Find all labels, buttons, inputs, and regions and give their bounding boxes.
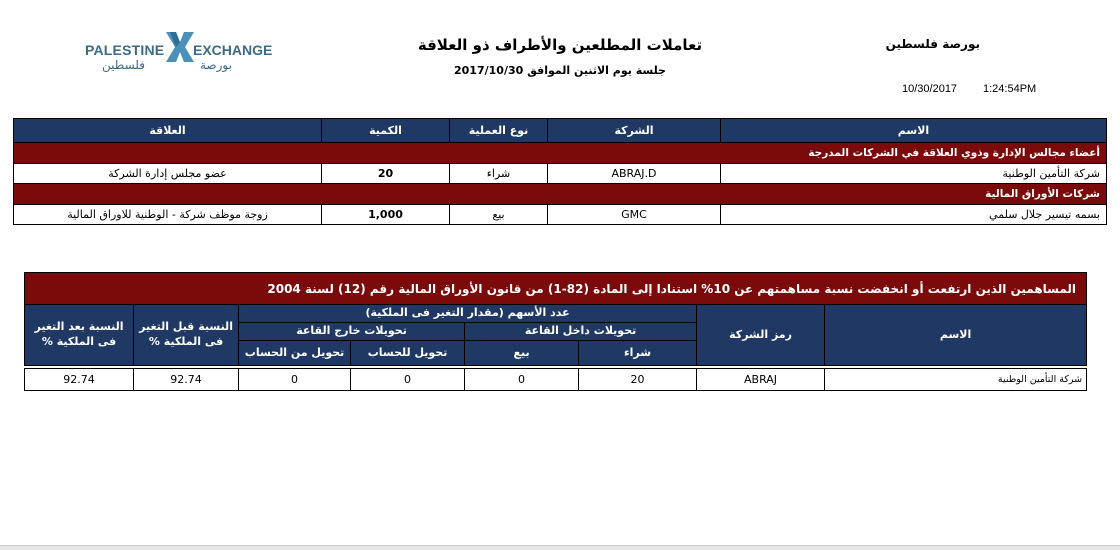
cell-symbol: ABRAJ bbox=[697, 369, 825, 391]
col-header-symbol: رمز الشركة bbox=[697, 305, 825, 366]
col-header-quantity: الكمية bbox=[322, 119, 450, 143]
shareholders-change-table bbox=[24, 272, 1087, 391]
col-header-outside: تحويلات خارج القاعة bbox=[239, 323, 465, 341]
logo-arabic-left: فلسطين bbox=[102, 58, 146, 72]
logo-text-left: PALESTINE bbox=[85, 42, 165, 58]
col-header-sell: بيع bbox=[465, 341, 579, 366]
cell-from-account: 0 bbox=[239, 369, 351, 391]
col-header-inside: تحويلات داخل القاعة bbox=[465, 323, 697, 341]
report-title: تعاملات المطلعين والأطراف ذو العلاقة bbox=[417, 36, 703, 54]
table-header-row bbox=[25, 305, 1087, 323]
cell-quantity: 1,000 bbox=[322, 205, 450, 225]
col-header-buy: شراء bbox=[579, 341, 697, 366]
cell-name: شركة التأمين الوطنية bbox=[825, 369, 1087, 391]
logo-arabic-right: بورصة bbox=[200, 58, 232, 72]
page-bottom-border bbox=[0, 545, 1120, 550]
section-title: أعضاء مجالس الإدارة وذوي العلاقة في الشركات المدرجة bbox=[14, 143, 1107, 164]
cell-after-pct: 92.74 bbox=[25, 369, 134, 391]
cell-company: ABRAJ.D bbox=[548, 164, 721, 184]
cell-to-account: 0 bbox=[351, 369, 465, 391]
cell-operation: بيع bbox=[450, 205, 548, 225]
report-subtitle: جلسة يوم الاثنين الموافق 2017/10/30 bbox=[454, 64, 666, 77]
cell-company: GMC bbox=[548, 205, 721, 225]
col-header-operation: نوع العملية bbox=[450, 119, 548, 143]
cell-name: بسمه تيسير جلال سلمي bbox=[721, 205, 1107, 225]
col-header-shares-group: عدد الأسهم (مقدار التغير فى الملكية) bbox=[239, 305, 697, 323]
table-row bbox=[25, 369, 1087, 391]
col-header-from-account: تحويل من الحساب bbox=[239, 341, 351, 366]
section-row bbox=[14, 184, 1107, 205]
table-header-row bbox=[14, 119, 1107, 143]
col-header-name: الاسم bbox=[825, 305, 1087, 366]
section-row bbox=[14, 143, 1107, 164]
cell-relation: زوجة موظف شركة - الوطنية للاوراق المالية bbox=[14, 205, 322, 225]
cell-before-pct: 92.74 bbox=[134, 369, 239, 391]
cell-operation: شراء bbox=[450, 164, 548, 184]
logo-text-right: EXCHANGE bbox=[193, 42, 273, 58]
col-header-to-account: تحويل للحساب bbox=[351, 341, 465, 366]
table-row bbox=[14, 205, 1107, 225]
report-time: 1:24:54PM bbox=[983, 83, 1037, 95]
col-header-company: الشركة bbox=[548, 119, 721, 143]
cell-buy: 20 bbox=[579, 369, 697, 391]
exchange-name: بورصة فلسطين bbox=[885, 37, 980, 51]
table-row bbox=[14, 164, 1107, 184]
report-header bbox=[0, 0, 1120, 110]
cell-relation: عضو مجلس إدارة الشركة bbox=[14, 164, 322, 184]
table-title-row bbox=[25, 273, 1087, 305]
table-title: المساهمين الذين ارتفعت أو انخفضت نسبة مساهمتهم عن 10% استنادا إلى المادة (82-1) من قانون الأوراق المالية رقم (12) لسنة 2004 bbox=[25, 273, 1087, 305]
col-header-name: الاسم bbox=[721, 119, 1107, 143]
col-header-before-pct: النسبة قبل التغير فى الملكية % bbox=[134, 305, 239, 366]
col-header-relation: العلاقة bbox=[14, 119, 322, 143]
exchange-x-logo-icon bbox=[166, 32, 194, 62]
report-date: 10/30/2017 bbox=[902, 83, 958, 95]
cell-sell: 0 bbox=[465, 369, 579, 391]
palestine-exchange-logo bbox=[80, 22, 273, 72]
col-header-after-pct: النسبة بعد التغير فى الملكية % bbox=[25, 305, 134, 366]
section-title: شركات الأوراق المالية bbox=[14, 184, 1107, 205]
insider-transactions-table bbox=[13, 118, 1107, 225]
cell-quantity: 20 bbox=[322, 164, 450, 184]
cell-name: شركة التأمين الوطنية bbox=[721, 164, 1107, 184]
